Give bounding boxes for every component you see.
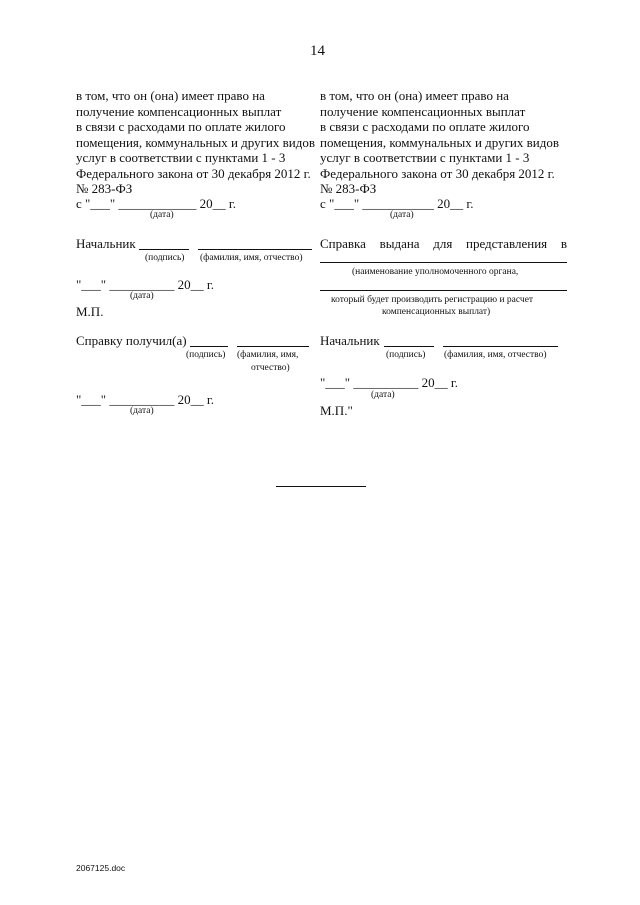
end-separator: [276, 486, 366, 487]
right-org-line-1: [320, 262, 567, 263]
right-chief-label: Начальник: [320, 333, 380, 348]
right-issued-line: [320, 236, 567, 252]
right-issued-word: в: [560, 236, 567, 251]
left-received-name-line: [237, 346, 309, 347]
right-paragraph-line: получение компенсационных выплат: [320, 103, 526, 119]
left-received-label: Справку получил(а): [76, 333, 187, 348]
left-name-caption: (фамилия, имя, отчество): [200, 253, 303, 263]
right-paragraph-line: Федерального закона от 30 декабря 2012 г.: [320, 165, 555, 181]
right-paragraph-line: № 283-ФЗ: [320, 181, 377, 196]
right-paragraph: [320, 88, 559, 197]
left-from-date: с "___" ____________ 20__ г.: [76, 196, 236, 211]
left-received-name-caption-2: отчество): [251, 363, 290, 373]
left-paragraph-line: № 283-ФЗ: [76, 181, 133, 196]
left-date2: "___" __________ 20__ г.: [76, 277, 214, 292]
left-chief-name-line: [198, 249, 312, 250]
right-paragraph-line: помещения, коммунальных и других видов: [320, 134, 559, 150]
left-paragraph-line: в том, что он (она) имеет право на: [76, 88, 265, 103]
left-paragraph-line: помещения, коммунальных и других видов: [76, 134, 315, 150]
left-chief-label: Начальник: [76, 236, 136, 251]
footer-filename: 2067125.doc: [76, 863, 126, 873]
right-org-caption: (наименование уполномоченного органа,: [352, 267, 519, 277]
left-date3-caption: (дата): [130, 406, 154, 416]
left-received-sign-line: [190, 346, 228, 347]
left-paragraph-line: услуг в соответствии с пунктами 1 - 3: [76, 150, 286, 165]
left-paragraph-line: Федерального закона от 30 декабря 2012 г.: [76, 165, 311, 181]
right-stamp: М.П.": [320, 403, 353, 418]
right-chief-sign-line: [384, 346, 434, 347]
left-chief-sign-line: [139, 249, 189, 250]
left-date3: "___" __________ 20__ г.: [76, 392, 214, 407]
right-org-line-2: [320, 290, 567, 291]
left-received-sign-caption: (подпись): [186, 350, 226, 360]
left-date2-caption: (дата): [130, 291, 154, 301]
right-date2: "___" __________ 20__ г.: [320, 375, 458, 390]
right-paragraph-line: в том, что он (она) имеет право на: [320, 88, 509, 103]
left-sign-caption: (подпись): [145, 253, 185, 263]
right-sign-caption: (подпись): [386, 350, 426, 360]
right-issued-word: представления: [465, 236, 548, 251]
left-paragraph-line: получение компенсационных выплат: [76, 103, 282, 119]
right-issued-word: выдана: [379, 236, 420, 251]
right-issued-word: Справка: [320, 236, 366, 251]
page-number: 14: [310, 43, 325, 59]
right-paragraph-line: в связи с расходами по оплате жилого: [320, 119, 530, 134]
left-stamp: М.П.: [76, 304, 104, 319]
left-paragraph-line: в связи с расходами по оплате жилого: [76, 119, 286, 134]
right-name-caption: (фамилия, имя, отчество): [444, 350, 547, 360]
right-issued-word: для: [433, 236, 453, 251]
right-date-caption: (дата): [390, 210, 414, 220]
right-org-caption-2: который будет производить регистрацию и расчет: [331, 295, 534, 305]
left-date-caption: (дата): [150, 210, 174, 220]
right-paragraph-line: услуг в соответствии с пунктами 1 - 3: [320, 150, 530, 165]
right-chief-name-line: [443, 346, 558, 347]
left-received-name-caption: (фамилия, имя,: [237, 350, 299, 360]
left-paragraph: [76, 88, 315, 197]
right-date2-caption: (дата): [371, 390, 395, 400]
right-from-date: с "___" ___________ 20__ г.: [320, 196, 474, 211]
right-org-caption-3: компенсационных выплат): [382, 307, 491, 317]
